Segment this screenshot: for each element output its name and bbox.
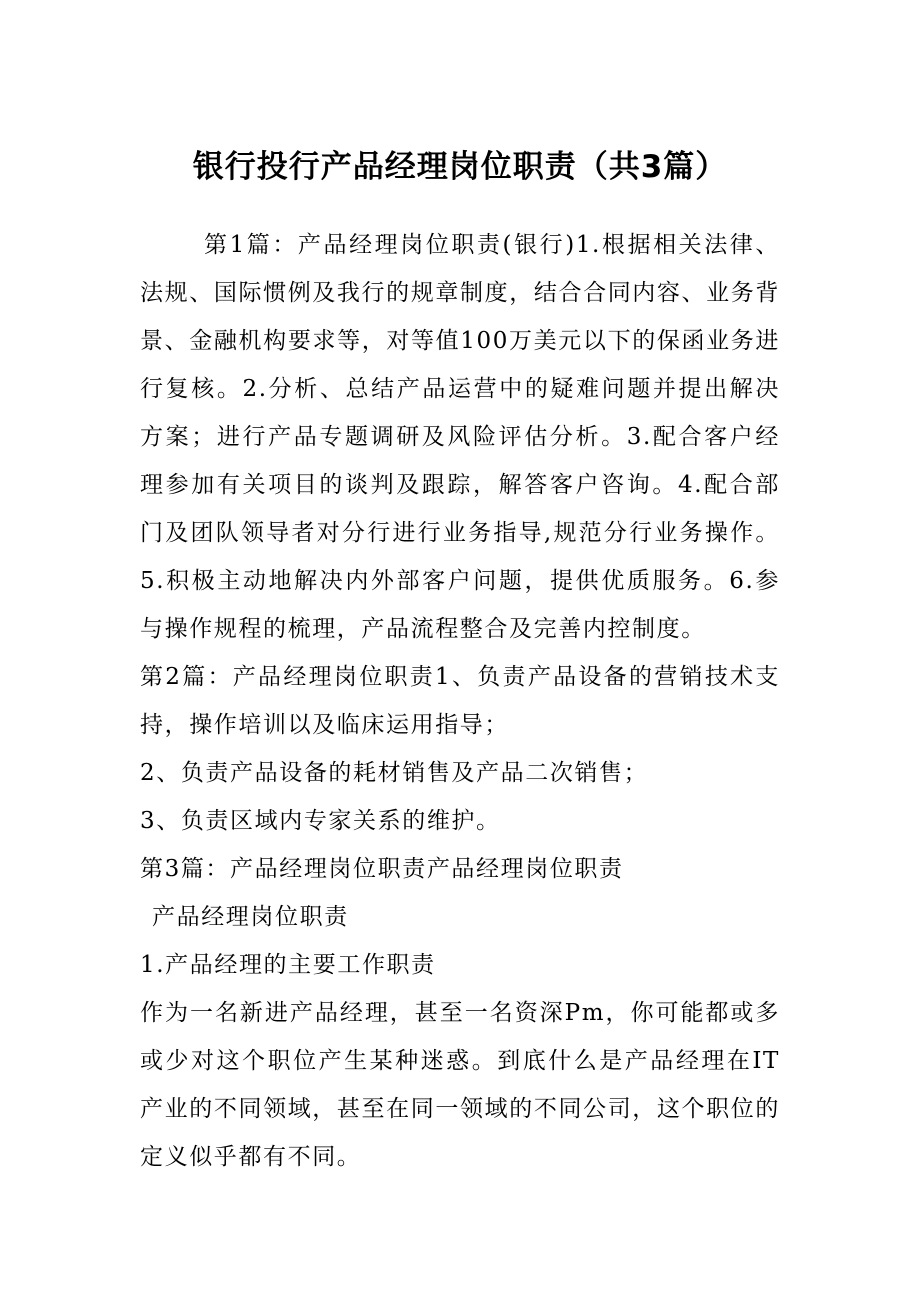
paragraph-article-3: 第3篇：产品经理岗位职责产品经理岗位职责 — [140, 856, 624, 882]
section-heading: 产品经理岗位职责 — [152, 904, 349, 930]
paragraph-intro: 作为一名新进产品经理，甚至一名资深Pm，你可能都或多或少对这个职位产生某种迷惑。到底什么是产品经理在IT产业的不同领域，甚至在同一领域的不同公司，这个职位的定义似乎都有不同。 — [140, 1000, 780, 1170]
document-title: 银行投行产品经理岗位职责（共3篇） — [192, 149, 728, 185]
subsection-heading: 1.产品经理的主要工作职责 — [140, 952, 436, 978]
paragraph-item-2: 2、负责产品设备的耗材销售及产品二次销售； — [140, 760, 649, 786]
paragraph-article-2: 第2篇：产品经理岗位职责1、负责产品设备的营销技术支持，操作培训以及临床运用指导； — [140, 664, 780, 738]
paragraph-item-3: 3、负责区域内专家关系的维护。 — [140, 808, 501, 834]
document-body — [140, 221, 780, 1181]
paragraph-article-1: 第1篇：产品经理岗位职责(银行)1.根据相关法律、法规、国际惯例及我行的规章制度，结合合同内容、业务背景、金融机构要求等，对等值100万美元以下的保函业务进行复核。2.分析、总结产品运营中的疑难问题并提出解决方案；进行产品专题调研及风险评估分析。3.配合客户经理参加有关项目的谈判及跟踪，解答客户咨询。4.配合部门及团队领导者对分行进行业务指导,规范分行业务操作。5.积极主动地解决内外部客户问题，提供优质服务。6.参与操作规程的梳理，产品流程整合及完善内控制度。 — [140, 232, 780, 642]
